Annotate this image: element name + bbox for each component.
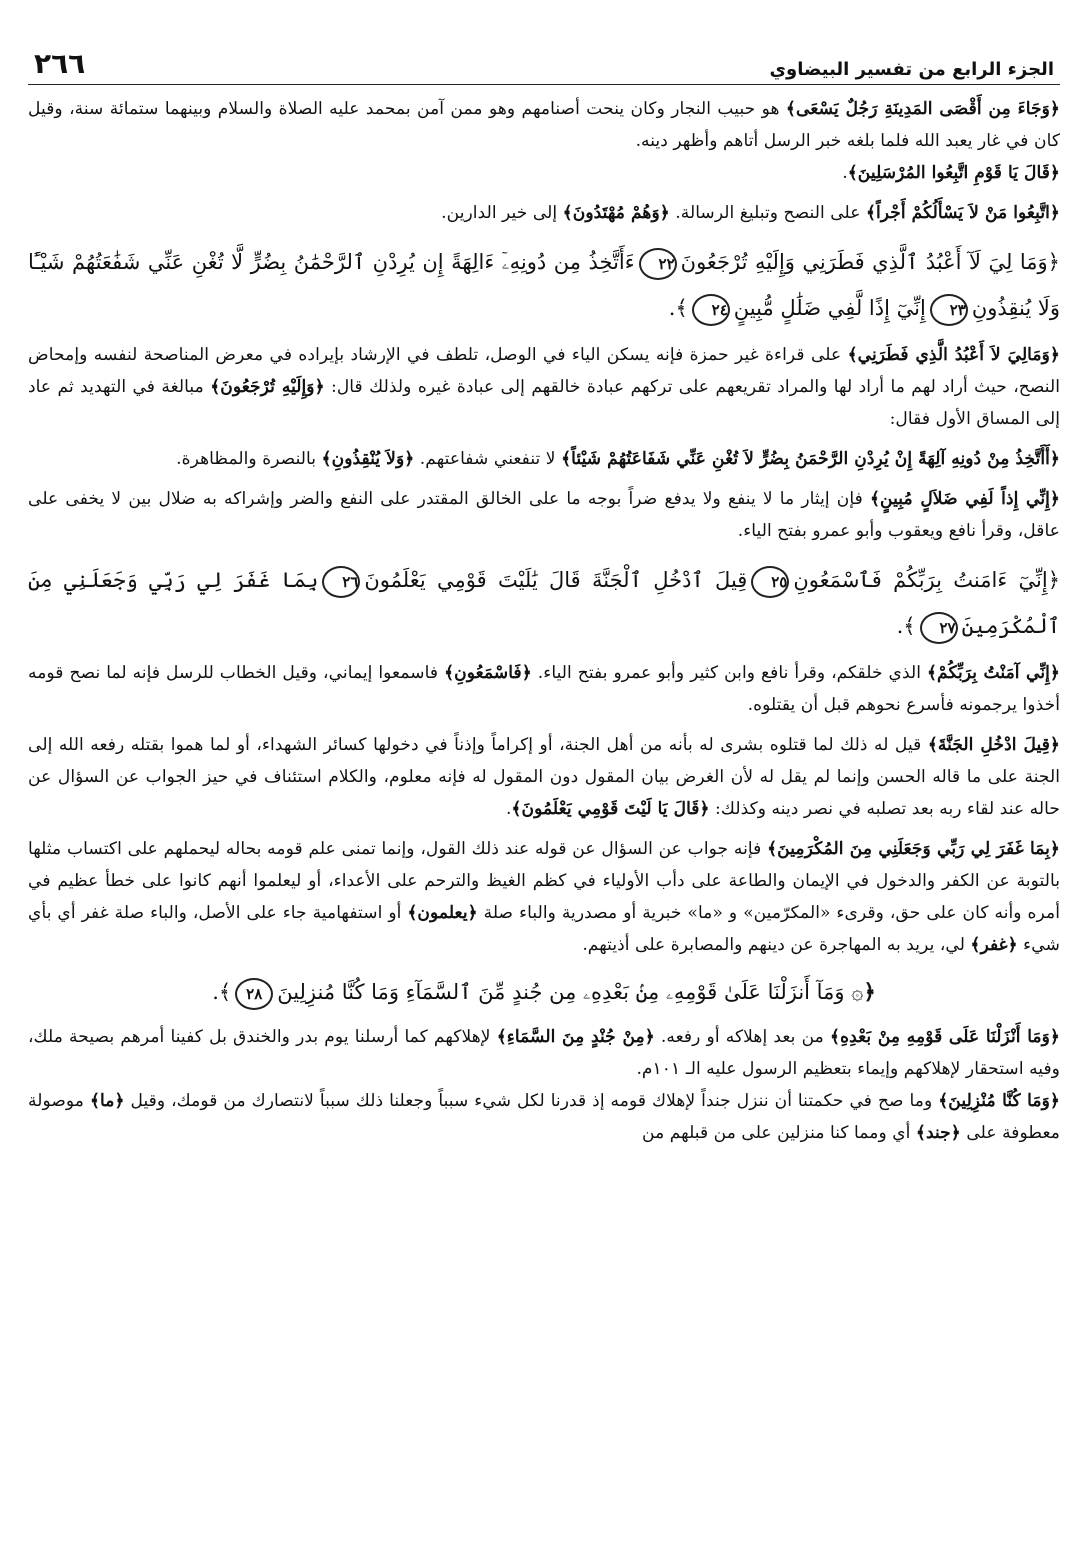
page (28, 30, 1060, 1549)
quran-quote: ﴿اتَّبِعُوا مَنْ لاَ يَسْأَلُكُمْ أَجْراً﴾ (865, 203, 1060, 223)
commentary-paragraph (28, 93, 1060, 189)
verse-number-marker: ٢٢ (639, 248, 677, 280)
quran-quote: ﴿قَالَ يَا لَيْتَ قَوْمِي يَعْلَمُونَ﴾ (511, 799, 710, 819)
verse-number-marker: ٢٣ (930, 294, 968, 326)
quran-quote: ﴿وَمَا كُنَّا مُنْزِلِينَ﴾ (938, 1091, 1060, 1111)
commentary-text: الذي خلقكم، وقرأ نافع وابن كثير وأبو عمرو بفتح الياء. (531, 663, 927, 683)
commentary-text: قيل له ذلك لما قتلوه بشرى له بأنه من أهل الجنة، أو إكراماً وإذناً في دخولها كسائر الشهداء، أو لما هموا بقتله رفعه الله إلى الجنة على ما قاله الحسن وإنما لم يقل له لأن الغرض بيان المقول دون المقول له فإنه معلوم، والكلام استئناف في حيز الجواب عن السؤال عن حاله عند لقاء ربه بعد تصلبه في نصر دينه وكذلك: (28, 735, 1060, 819)
verse-number-marker: ٢٦ (322, 566, 360, 598)
commentary-text: أو استفهامية جاء على الأصل، والباء صلة غفر أي بأي شيء (28, 903, 1060, 955)
commentary-paragraph (28, 657, 1060, 721)
quran-quote: ﴿غفر﴾ (970, 935, 1018, 955)
quran-quote: ﴿جند﴾ (915, 1123, 961, 1143)
verse-text: إِنِّيٓ إِذًا لَّفِي ضَلَٰلٍ مُّبِينٍ (733, 296, 926, 320)
commentary-text: إلى خير الدارين. (441, 203, 563, 223)
commentary-paragraph (28, 1085, 1060, 1149)
commentary-text: فإن إيثار ما لا ينفع ولا يدفع ضراً بوجه ما على الخالق المقتدر على النفع والضر وإشراكه به ضلال بين لا يخفى على عاقل، وقرأ نافع ويعقوب وأبو عمرو بفتح الياء. (28, 489, 1060, 541)
quran-quote: ﴿وَإِلَيْهِ تُرْجَعُونَ﴾ (210, 377, 325, 397)
commentary-text: فاسمعوا إيماني، وقيل الخطاب للرسل فإنه لما نصح قومه أخذوا يرجمونه فأسرع نحوهم قبل أن يقتلوه. (28, 663, 1060, 715)
verse-number-marker: ٢٨ (235, 978, 273, 1010)
verse-number-marker: ٢٥ (751, 566, 789, 598)
quran-quote: ﴿إِنِّي إِذاً لَفِي ضَلاَلٍ مُبِينٍ﴾ (869, 489, 1060, 509)
verse-end: ﴾. (668, 296, 688, 320)
quran-quote: ﴿مِنْ جُنْدٍ مِنَ السَّمَاءِ﴾ (496, 1027, 655, 1047)
verse-text: وَمَآ أَنزَلْنَا عَلَىٰ قَوْمِهِۦ مِنۢ بَعْدِهِۦ مِن جُندٍ مِّنَ ٱلسَّمَآءِ وَمَا كُنَّا مُنزِلِينَ (277, 980, 845, 1004)
commentary-text: أي ومما كنا منزلين على من قبلهم من (641, 1123, 916, 1143)
quran-quote: ﴿يعلمون﴾ (407, 903, 478, 923)
running-title: الجزء الرابع من تفسير البيضاوي (769, 59, 1054, 80)
commentary-text: من بعد إهلاكه أو رفعه. (654, 1027, 831, 1047)
commentary-paragraph (28, 483, 1060, 547)
verse-text: ءَأَتَّخِذُ مِن دُونِهِۦٓ ءَالِهَةً إِن يُرِدْنِ ٱلرَّحْمَٰنُ بِضُرٍّ لَّا تُغْنِ عَنِّي شَفَٰعَتُهُمْ شَيْـًٔا وَلَا يُنقِذُونِ (28, 250, 1060, 320)
commentary-text: . (842, 163, 848, 183)
quran-quote: ﴿وَهُمْ مُهْتَدُونَ﴾ (562, 203, 670, 223)
commentary-paragraph (28, 729, 1060, 825)
quran-quote: ﴿وَجَاءَ مِن أَقْصَى المَدِينَةِ رَجُلٌ يَسْعَى﴾ (785, 99, 1060, 119)
verse-number-marker: ٢٧ (920, 612, 958, 644)
commentary-paragraph (28, 1021, 1060, 1085)
quran-quote: ﴿قِيلَ ادْخُلِ الجَنَّةَ﴾ (927, 735, 1060, 755)
quran-quote: ﴿فَاسْمَعُونِ﴾ (444, 663, 532, 683)
commentary-text: على قراءة غير حمزة فإنه يسكن الياء في الوصل، تلطف في الإرشاد بإيراده في معرض المناصحة لنفسه وإمحاض النصح، حيث أراد لهم ما أراد لها والمراد تقريعهم على تركهم عبادة خالقهم إلى عبادة غيره ولذلك قال: (28, 345, 1060, 397)
verse-block (28, 557, 1060, 649)
commentary-paragraph (28, 443, 1060, 475)
verse-text: ﴿إِنِّيٓ ءَامَنتُ بِرَبِّكُمْ فَٱسْمَعُونِ (793, 568, 1061, 592)
rub-el-hizb-icon: ۞ (851, 980, 864, 1004)
page-number: ٢٦٦ (34, 47, 86, 80)
commentary-text: لا تنفعني شفاعتهم. (414, 449, 562, 469)
quran-quote: ﴿إِنِّي آمَنْتُ بِرَبِّكُمْ﴾ (926, 663, 1060, 683)
page-content (28, 85, 1060, 1149)
quran-quote: ﴿أَأَتَّخِذُ مِنْ دُونِهِ آلِهَةً إِنْ يُرِدْنِ الرَّحْمَنُ بِضُرٍّ لاَ تُغْنِ عَنِّي شَفَاعَتُهُمْ شَيْئاً﴾ (561, 449, 1060, 469)
commentary-paragraph (28, 339, 1060, 435)
verse-text: قِيلَ ٱدْخُلِ ٱلْجَنَّةَ قَالَ يَٰلَيْتَ قَوْمِي يَعْلَمُونَ (364, 568, 748, 592)
verse-number-marker: ٢٤ (692, 294, 730, 326)
commentary-text: هو حبيب النجار وكان ينحت أصنامهم وهو ممن آمن بمحمد عليه الصلاة والسلام وبينهما ستمائة سنة، وقيل كان في غار يعبد الله فلما بلغه خبر الرسل أتاهم وأظهر دينه. (28, 99, 1060, 151)
commentary-text: لإهلاكهم كما أرسلنا يوم بدر والخندق بل كفينا أمرهم بصيحة ملك، وفيه استحقار لإهلاكهم وإيماء بتعظيم الرسول عليه الـ ١٠١م. (28, 1027, 1060, 1079)
quran-quote: ﴿وَمَا أَنْزَلْنَا عَلَى قَوْمِهِ مِنْ بَعْدِهِ﴾ (830, 1027, 1061, 1047)
verse-text: ﴿وَمَا لِيَ لَآ أَعْبُدُ ٱلَّذِي فَطَرَنِي وَإِلَيْهِ تُرْجَعُونَ (680, 250, 1060, 274)
commentary-paragraph (28, 197, 1060, 229)
page-header (28, 30, 1060, 85)
verse-text: بِمَا غَفَرَ لِي رَبِّي وَجَعَلَنِي مِنَ ٱلْمُكْرَمِينَ (28, 568, 1060, 638)
commentary-text: فإنه جواب عن السؤال عن قوله عند ذلك القول، وإنما تمنى علم قومه بحاله ليحملهم على اكتساب مثلها بالتوبة عن الكفر والدخول في الإيمان والطاعة على دأب الأولياء في كظم الغيظ والترحم على الأعداء، أو ليعلموا أنهم كانوا على خطأ عظيم في أمره وأنه كان على حق، وقرىء «المكرّمين» و «ما» خبرية أو مصدرية والباء صلة (28, 839, 1060, 923)
verse-end: ﴾. (212, 980, 232, 1004)
verse-block (28, 239, 1060, 331)
quran-quote: ﴿ما﴾ (89, 1091, 125, 1111)
commentary-text: . (505, 799, 512, 819)
commentary-text: لي، يريد به المهاجرة عن دينهم والمصابرة على أذيتهم. (582, 935, 971, 955)
verse-block (28, 969, 1060, 1015)
quran-quote: ﴿بِمَا غَفَرَ لِي رَبِّي وَجَعَلَنِي مِنَ المُكْرَمِينَ﴾ (767, 839, 1060, 859)
verse-end: ﴾. (896, 614, 916, 638)
verse-open-bracket: ﴿ (863, 979, 876, 1004)
commentary-text: مبالغة في التهديد ثم عاد إلى المساق الأول فقال: (28, 377, 1060, 429)
commentary-text: بالنصرة والمظاهرة. (176, 449, 322, 469)
quran-quote: ﴿قَالَ يَا قَوْمِ اتَّبِعُوا المُرْسَلِينَ﴾ (847, 163, 1060, 183)
commentary-text: على النصح وتبليغ الرسالة. (669, 203, 866, 223)
commentary-text: موصولة معطوفة على (28, 1091, 1060, 1143)
commentary-text: وما صح في حكمتنا أن ننزل جنداً لإهلاك قومه إذ قدرنا لكل شيء سبباً وجعلنا ذلك سبباً لانتصارك من قومك، وقيل (124, 1091, 939, 1111)
quran-quote: ﴿وَلاَ يُنْقِذُونِ﴾ (321, 449, 415, 469)
quran-quote: ﴿وَمَالِيَ لاَ أَعْبُدُ الَّذِي فَطَرَنِي﴾ (847, 345, 1060, 365)
commentary-paragraph (28, 833, 1060, 961)
